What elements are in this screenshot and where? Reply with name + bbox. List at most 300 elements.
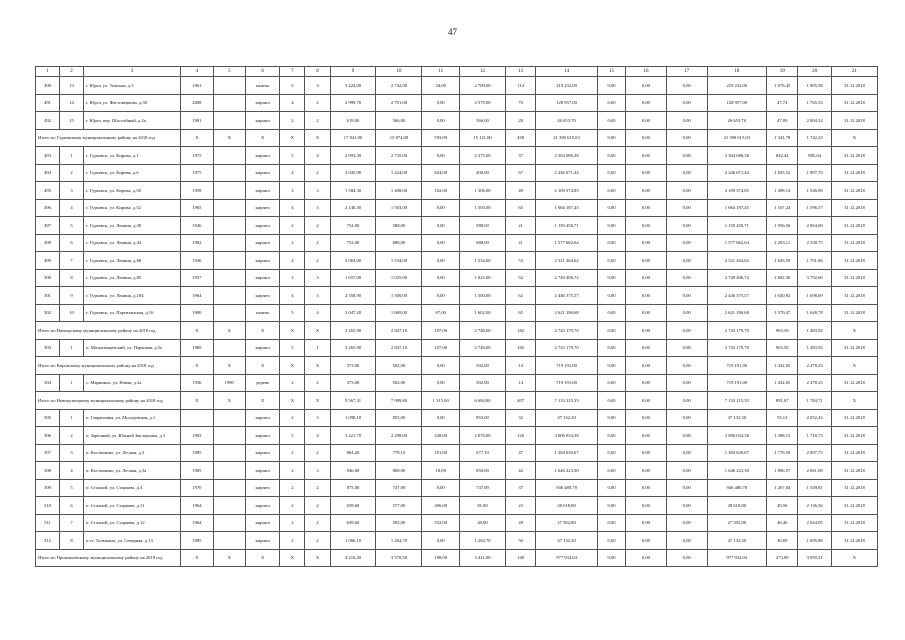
table-cell: 0,00 bbox=[597, 234, 625, 252]
table-cell: 62 bbox=[505, 287, 535, 305]
table-cell: 4 bbox=[60, 462, 84, 480]
table-cell: 977 934,04 bbox=[707, 549, 767, 567]
table-cell: г. Гурьевск, ул. Ленина, д.66 bbox=[84, 252, 181, 270]
table-row bbox=[36, 462, 878, 480]
total-label: Итого по Прокопьевскому муниципальному району на 2018 год bbox=[36, 549, 181, 567]
total-label: Итого по Гурьевскому муниципальному району на 2018 год bbox=[36, 129, 181, 147]
table-cell: 0,00 bbox=[422, 217, 460, 235]
table-cell: с. Мариинск, ул. Новая, д.2а bbox=[84, 374, 181, 392]
table-cell bbox=[213, 339, 245, 357]
table-cell: 592,00 bbox=[376, 514, 422, 532]
table-cell: 1 577 662,64 bbox=[707, 234, 767, 252]
table-cell: X bbox=[831, 549, 877, 567]
table-cell: 28 bbox=[505, 112, 535, 130]
table-cell bbox=[213, 409, 245, 427]
table-cell: 1985 bbox=[181, 532, 213, 550]
table-cell: 0,00 bbox=[422, 374, 460, 392]
table-cell: 5 bbox=[60, 479, 84, 497]
table-cell: 1964 bbox=[181, 287, 213, 305]
table-cell: 1 bbox=[60, 339, 84, 357]
column-header: 12 bbox=[460, 67, 506, 77]
table-cell: 0,00 bbox=[666, 147, 707, 165]
table-cell: 0,00 bbox=[626, 234, 667, 252]
table-cell: 0,00 bbox=[666, 164, 707, 182]
table-cell: 500 bbox=[36, 269, 60, 287]
table-cell: 2 375,00 bbox=[460, 147, 506, 165]
table-cell: 1 648,78 bbox=[798, 304, 831, 322]
table-cell: 26 653,70 bbox=[707, 112, 767, 130]
table-cell: 1 483,92 bbox=[798, 339, 831, 357]
column-header: 1 bbox=[36, 67, 60, 77]
table-cell: 2 bbox=[280, 444, 305, 462]
table-cell: 31.12.2018 bbox=[831, 287, 877, 305]
table-cell: 3 265,90 bbox=[330, 322, 376, 340]
table-cell: 0,00 bbox=[626, 427, 667, 445]
table-cell: X bbox=[305, 392, 330, 410]
table-cell: 778,10 bbox=[376, 444, 422, 462]
table-cell: X bbox=[280, 129, 305, 147]
table-cell: 0,00 bbox=[666, 217, 707, 235]
table-cell: 552,00 bbox=[422, 514, 460, 532]
table-cell: 508 bbox=[36, 462, 60, 480]
table-cell: 2008 bbox=[181, 94, 213, 112]
column-header: 14 bbox=[536, 67, 598, 77]
table-cell: 3 959,31 bbox=[798, 549, 831, 567]
table-cell: 493 bbox=[36, 147, 60, 165]
table-cell: 688,00 bbox=[460, 234, 506, 252]
table-cell: 31.12.2018 bbox=[831, 497, 877, 515]
table-cell: 1 bbox=[60, 409, 84, 427]
table-cell: 501 bbox=[36, 287, 60, 305]
table-cell: кирпич bbox=[245, 287, 279, 305]
table-cell: X bbox=[280, 357, 305, 375]
table-cell: 0,00 bbox=[597, 287, 625, 305]
table-cell: 70 bbox=[505, 94, 535, 112]
table-cell bbox=[213, 217, 245, 235]
table-cell: 658,60 bbox=[330, 497, 376, 515]
table-row bbox=[36, 304, 878, 322]
table-cell: п. Сталной, ул. Старкова, д.11 bbox=[84, 497, 181, 515]
table-cell: 0,00 bbox=[597, 427, 625, 445]
table-cell: 0,00 bbox=[422, 94, 460, 112]
table-cell: 31.12.2018 bbox=[831, 77, 877, 95]
table-row bbox=[36, 287, 878, 305]
table-row bbox=[36, 269, 878, 287]
table-cell: 502,00 bbox=[460, 357, 506, 375]
table-cell: 502,00 bbox=[376, 374, 422, 392]
table-cell: 0,00 bbox=[597, 497, 625, 515]
table-cell: 27 502,80 bbox=[707, 514, 767, 532]
table-cell: 3 bbox=[305, 199, 330, 217]
table-cell: 0,00 bbox=[666, 94, 707, 112]
table-cell: 0,00 bbox=[626, 532, 667, 550]
table-cell: 1 098,10 bbox=[330, 409, 376, 427]
table-cell: 0,00 bbox=[666, 339, 707, 357]
table-cell: 2 bbox=[305, 164, 330, 182]
table-cell bbox=[213, 164, 245, 182]
table-cell: 3 265,90 bbox=[330, 339, 376, 357]
table-cell: 9 567,31 bbox=[330, 392, 376, 410]
table-cell: 219 232,00 bbox=[707, 77, 767, 95]
table-cell: 503 bbox=[36, 339, 60, 357]
table-cell: г. Гурьевск, ул. Ленина, д.43 bbox=[84, 234, 181, 252]
table-cell: 496,00 bbox=[422, 497, 460, 515]
table-cell: 4 bbox=[305, 427, 330, 445]
table-cell: X bbox=[305, 129, 330, 147]
table-cell: 14 bbox=[60, 94, 84, 112]
table-row bbox=[36, 182, 878, 200]
table-cell: 182 bbox=[505, 322, 535, 340]
table-cell bbox=[213, 112, 245, 130]
table-cell: 31.12.2018 bbox=[831, 462, 877, 480]
table-cell: 34,00 bbox=[422, 77, 460, 95]
table-cell: 1 483,92 bbox=[798, 322, 831, 340]
total-label: Итого по Кировскому муниципальному району на 2018 год bbox=[36, 357, 181, 375]
table-cell: 2 740,00 bbox=[460, 339, 506, 357]
table-cell: 1 630,92 bbox=[767, 287, 798, 305]
table-cell: 107,00 bbox=[422, 322, 460, 340]
table-cell: X bbox=[181, 322, 213, 340]
table-cell: 1990 bbox=[213, 374, 245, 392]
table-cell: 2 740,00 bbox=[460, 322, 506, 340]
table-cell: 507 bbox=[36, 444, 60, 462]
table-cell: 1 076,45 bbox=[767, 77, 798, 95]
table-cell: 5 bbox=[280, 339, 305, 357]
table-cell: 8 bbox=[60, 269, 84, 287]
table-cell: 1 384 630,67 bbox=[536, 444, 598, 462]
total-row bbox=[36, 549, 878, 567]
table-cell: 14 bbox=[505, 374, 535, 392]
table-cell: 495 bbox=[36, 182, 60, 200]
table-cell: 1975 bbox=[181, 147, 213, 165]
table-cell: 2 521 264,62 bbox=[707, 252, 767, 270]
table-cell: 0,00 bbox=[626, 77, 667, 95]
table-cell: 1964 bbox=[181, 514, 213, 532]
table-cell: 31.12.2018 bbox=[831, 427, 877, 445]
table-cell: 0,00 bbox=[666, 77, 707, 95]
table-cell: 1 657,00 bbox=[330, 269, 376, 287]
table-cell: 0,00 bbox=[666, 182, 707, 200]
column-header: 10 bbox=[376, 67, 422, 77]
table-cell: 0,00 bbox=[597, 374, 625, 392]
table-cell: 42 bbox=[505, 462, 535, 480]
table-cell: 2 621 186,68 bbox=[536, 304, 598, 322]
table-cell: 37 bbox=[505, 147, 535, 165]
table-cell: 31.12.2018 bbox=[831, 217, 877, 235]
table-cell: 512 bbox=[36, 532, 60, 550]
table-cell: 0,00 bbox=[597, 182, 625, 200]
table-cell: 510 bbox=[36, 497, 60, 515]
table-cell: 0,00 bbox=[626, 357, 667, 375]
table-cell: 101,00 bbox=[422, 444, 460, 462]
table-cell: 1 025,00 bbox=[376, 269, 422, 287]
table-cell: X bbox=[245, 322, 279, 340]
table-cell: 31.12.2018 bbox=[831, 374, 877, 392]
table-cell: 490 bbox=[36, 77, 60, 95]
table-cell: кирпич bbox=[245, 252, 279, 270]
table-cell: 1 498,14 bbox=[767, 182, 798, 200]
table-cell: 31.12.2018 bbox=[831, 164, 877, 182]
table-cell: 1946 bbox=[181, 217, 213, 235]
table-cell: 4 bbox=[305, 77, 330, 95]
table-cell: 1 500,00 bbox=[376, 287, 422, 305]
table-cell: 49 bbox=[505, 182, 535, 200]
table-cell: 0,00 bbox=[626, 199, 667, 217]
table-cell: 1 646 223,30 bbox=[536, 462, 598, 480]
table-cell: 1 384 630,67 bbox=[707, 444, 767, 462]
table-row bbox=[36, 112, 878, 130]
table-cell: 0,00 bbox=[597, 77, 625, 95]
table-cell: 0,00 bbox=[626, 94, 667, 112]
column-header: 19 bbox=[767, 67, 798, 77]
table-cell: 492 bbox=[36, 112, 60, 130]
table-cell: 1946 bbox=[181, 252, 213, 270]
table-cell: 502,00 bbox=[460, 374, 506, 392]
table-cell: 824,00 bbox=[422, 164, 460, 182]
table-cell: 0,00 bbox=[597, 479, 625, 497]
column-header: 20 bbox=[798, 67, 831, 77]
table-cell: 3 224,00 bbox=[330, 77, 376, 95]
table-cell: X bbox=[213, 129, 245, 147]
table-row bbox=[36, 514, 878, 532]
table-cell: 31.12.2018 bbox=[831, 304, 877, 322]
table-cell: 31.12.2018 bbox=[831, 147, 877, 165]
table-cell: 499 bbox=[36, 252, 60, 270]
table-cell: 0,00 bbox=[422, 147, 460, 165]
table-cell: панель bbox=[245, 77, 279, 95]
table-cell: 754,00 bbox=[330, 217, 376, 235]
table-cell: 8 bbox=[60, 532, 84, 550]
table-cell: 0,00 bbox=[597, 357, 625, 375]
table-cell: 4 bbox=[305, 304, 330, 322]
table-cell: кирпич bbox=[245, 269, 279, 287]
table-cell: 1 315,00 bbox=[422, 392, 460, 410]
table-cell: 0,00 bbox=[597, 514, 625, 532]
table-cell: 0,00 bbox=[626, 129, 667, 147]
table-cell: 2 701,00 bbox=[376, 94, 422, 112]
total-row bbox=[36, 129, 878, 147]
table-cell: г. Гурьевск, ул. Ленина, д.85 bbox=[84, 269, 181, 287]
table-row bbox=[36, 479, 878, 497]
table-cell: X bbox=[213, 357, 245, 375]
table-cell: 2 621 186,68 bbox=[707, 304, 767, 322]
table-cell: X bbox=[305, 322, 330, 340]
column-header: 11 bbox=[422, 67, 460, 77]
table-row bbox=[36, 217, 878, 235]
table-cell: 1969 bbox=[181, 339, 213, 357]
table-cell: X bbox=[245, 549, 279, 567]
table-cell: 1 549,81 bbox=[798, 479, 831, 497]
table-cell: 0,00 bbox=[666, 112, 707, 130]
table-cell: 1965 bbox=[181, 199, 213, 217]
table-cell: г. Юрга, пер. Шоссейный, д.2а bbox=[84, 112, 181, 130]
table-cell: 2 146,30 bbox=[330, 199, 376, 217]
table-cell: 850,00 bbox=[460, 462, 506, 480]
table-cell: 747,00 bbox=[460, 479, 506, 497]
table-cell: 407 bbox=[505, 392, 535, 410]
table-cell: 491 bbox=[36, 94, 60, 112]
table-cell: 0,00 bbox=[626, 164, 667, 182]
header-row bbox=[36, 67, 878, 77]
table-cell: 31.12.2018 bbox=[831, 479, 877, 497]
table-cell: 677,10 bbox=[460, 444, 506, 462]
table-cell: кирпич bbox=[245, 514, 279, 532]
table-cell: п. Заречный, ул. Южной Закладчика, д.1 bbox=[84, 427, 181, 445]
table-cell: 1 835,52 bbox=[767, 164, 798, 182]
table-cell bbox=[213, 234, 245, 252]
table-cell: 0,00 bbox=[626, 304, 667, 322]
table-cell: 0,00 bbox=[597, 532, 625, 550]
total-row bbox=[36, 322, 878, 340]
table-cell: 2 521 264,62 bbox=[536, 252, 598, 270]
table-cell: 114 bbox=[505, 77, 535, 95]
table-cell: 1 107,24 bbox=[767, 199, 798, 217]
table-cell: 0,00 bbox=[422, 479, 460, 497]
table-cell: 31.12.2018 bbox=[831, 409, 877, 427]
table-cell: 577,00 bbox=[376, 497, 422, 515]
table-cell bbox=[213, 147, 245, 165]
table-cell: 2 735,00 bbox=[376, 147, 422, 165]
table-cell: 65 bbox=[505, 199, 535, 217]
table-cell: 0,00 bbox=[597, 164, 625, 182]
table-cell: 5 bbox=[60, 217, 84, 235]
table-cell: 0,00 bbox=[666, 462, 707, 480]
table-cell: кирпич bbox=[245, 164, 279, 182]
table-cell: 0,00 bbox=[666, 304, 707, 322]
table-cell: 7 133 215,35 bbox=[707, 392, 767, 410]
table-cell: 2 bbox=[305, 444, 330, 462]
table-cell: 505 bbox=[36, 409, 60, 427]
table-cell: 47,09 bbox=[767, 112, 798, 130]
table-row bbox=[36, 164, 878, 182]
table-cell: 0,00 bbox=[626, 252, 667, 270]
table-cell: 40,00 bbox=[460, 514, 506, 532]
table-cell: 0,00 bbox=[626, 514, 667, 532]
table-cell: 0,00 bbox=[626, 392, 667, 410]
column-header: 17 bbox=[666, 67, 707, 77]
table-cell: 31.12.2018 bbox=[831, 94, 877, 112]
table-cell: 0,00 bbox=[597, 217, 625, 235]
table-cell: 1 596,57 bbox=[798, 199, 831, 217]
table-row bbox=[36, 147, 878, 165]
table-cell: 2 446 375,57 bbox=[707, 287, 767, 305]
table-cell: 946 480,78 bbox=[707, 479, 767, 497]
table-cell: 15 bbox=[60, 112, 84, 130]
table-cell: кирпич bbox=[245, 182, 279, 200]
table-cell: кирпич bbox=[245, 409, 279, 427]
table-cell: 864,20 bbox=[330, 444, 376, 462]
table-cell: 1 432,65 bbox=[767, 374, 798, 392]
table-cell: 2 743 179,70 bbox=[536, 322, 598, 340]
table-cell: 373,00 bbox=[330, 374, 376, 392]
table-cell: 977 934,04 bbox=[536, 549, 598, 567]
table-cell: 2 bbox=[305, 532, 330, 550]
table-cell: 1 701,86 bbox=[798, 252, 831, 270]
table-cell bbox=[213, 199, 245, 217]
table-cell: 1 066,10 bbox=[330, 532, 376, 550]
table-cell: 963,50 bbox=[767, 322, 798, 340]
table-cell: 0,00 bbox=[422, 357, 460, 375]
table-cell: 0,00 bbox=[666, 287, 707, 305]
table-cell: X bbox=[280, 549, 305, 567]
table-cell: X bbox=[831, 129, 877, 147]
table-cell: X bbox=[280, 392, 305, 410]
table-cell: 1 907,70 bbox=[798, 164, 831, 182]
table-cell: 67 bbox=[505, 164, 535, 182]
table-cell: 31.12.2018 bbox=[831, 444, 877, 462]
column-header: 6 bbox=[245, 67, 279, 77]
column-header: 5 bbox=[213, 67, 245, 77]
table-cell: 3 bbox=[305, 462, 330, 480]
table-cell: 0,00 bbox=[666, 549, 707, 567]
table-cell: 0,00 bbox=[597, 444, 625, 462]
table-cell: 400,00 bbox=[460, 164, 506, 182]
table-cell bbox=[213, 182, 245, 200]
table-cell: 27 502,80 bbox=[536, 514, 598, 532]
table-cell: 0,00 bbox=[666, 374, 707, 392]
table-cell: 2 246 671,44 bbox=[707, 164, 767, 182]
table-cell: 0,00 bbox=[626, 287, 667, 305]
table-cell: 2 358,90 bbox=[330, 287, 376, 305]
table-cell: 7 999,80 bbox=[376, 392, 422, 410]
table-cell: 1 570,47 bbox=[767, 304, 798, 322]
table-cell: 1958 bbox=[181, 182, 213, 200]
table-cell bbox=[181, 409, 213, 427]
table-cell: X bbox=[213, 322, 245, 340]
table-cell: 2 bbox=[280, 497, 305, 515]
table-cell: 0,00 bbox=[422, 409, 460, 427]
table-cell: 2 bbox=[305, 479, 330, 497]
table-cell: 2 bbox=[305, 217, 330, 235]
table-cell: 128 957,00 bbox=[536, 94, 598, 112]
table-cell: 4 bbox=[280, 164, 305, 182]
table-cell: 502,00 bbox=[376, 357, 422, 375]
table-cell: 752,00 bbox=[330, 234, 376, 252]
table-cell: 3 792,60 bbox=[798, 269, 831, 287]
table-cell: 2 579,00 bbox=[460, 94, 506, 112]
table-cell: 0,00 bbox=[422, 532, 460, 550]
table-cell: 9 bbox=[60, 287, 84, 305]
table-cell: 0,00 bbox=[666, 514, 707, 532]
table-cell: 2 109 374,85 bbox=[707, 182, 767, 200]
table-cell: 0,00 bbox=[626, 479, 667, 497]
table-cell: 0,00 bbox=[422, 287, 460, 305]
table-cell: 719 191,00 bbox=[536, 357, 598, 375]
table-cell bbox=[213, 94, 245, 112]
table-cell: 7 bbox=[60, 252, 84, 270]
table-cell: 81,00 bbox=[460, 497, 506, 515]
table-cell: 4 bbox=[280, 94, 305, 112]
table-cell: 28 618,80 bbox=[536, 497, 598, 515]
table-cell: 2 298,00 bbox=[376, 427, 422, 445]
column-header: 8 bbox=[305, 67, 330, 77]
table-cell: 5 bbox=[280, 427, 305, 445]
table-cell: 0,00 bbox=[666, 427, 707, 445]
table-cell: 0,00 bbox=[626, 339, 667, 357]
table-cell: 0,00 bbox=[597, 339, 625, 357]
table-cell: 1 341,78 bbox=[767, 129, 798, 147]
table-cell: X bbox=[831, 357, 877, 375]
table-cell: г. Гурьевск, ул. Кирова, д.50 bbox=[84, 182, 181, 200]
table-cell: 1980 bbox=[181, 304, 213, 322]
table-cell bbox=[213, 77, 245, 95]
table-cell: 855,00 bbox=[376, 409, 422, 427]
table-cell: п. Сталной, ул. Старкова, д.4 bbox=[84, 479, 181, 497]
table-cell: 1 306,00 bbox=[460, 182, 506, 200]
table-cell: 1 956,56 bbox=[767, 217, 798, 235]
table-cell: 1 669,00 bbox=[376, 304, 422, 322]
table-cell: 21 bbox=[505, 234, 535, 252]
